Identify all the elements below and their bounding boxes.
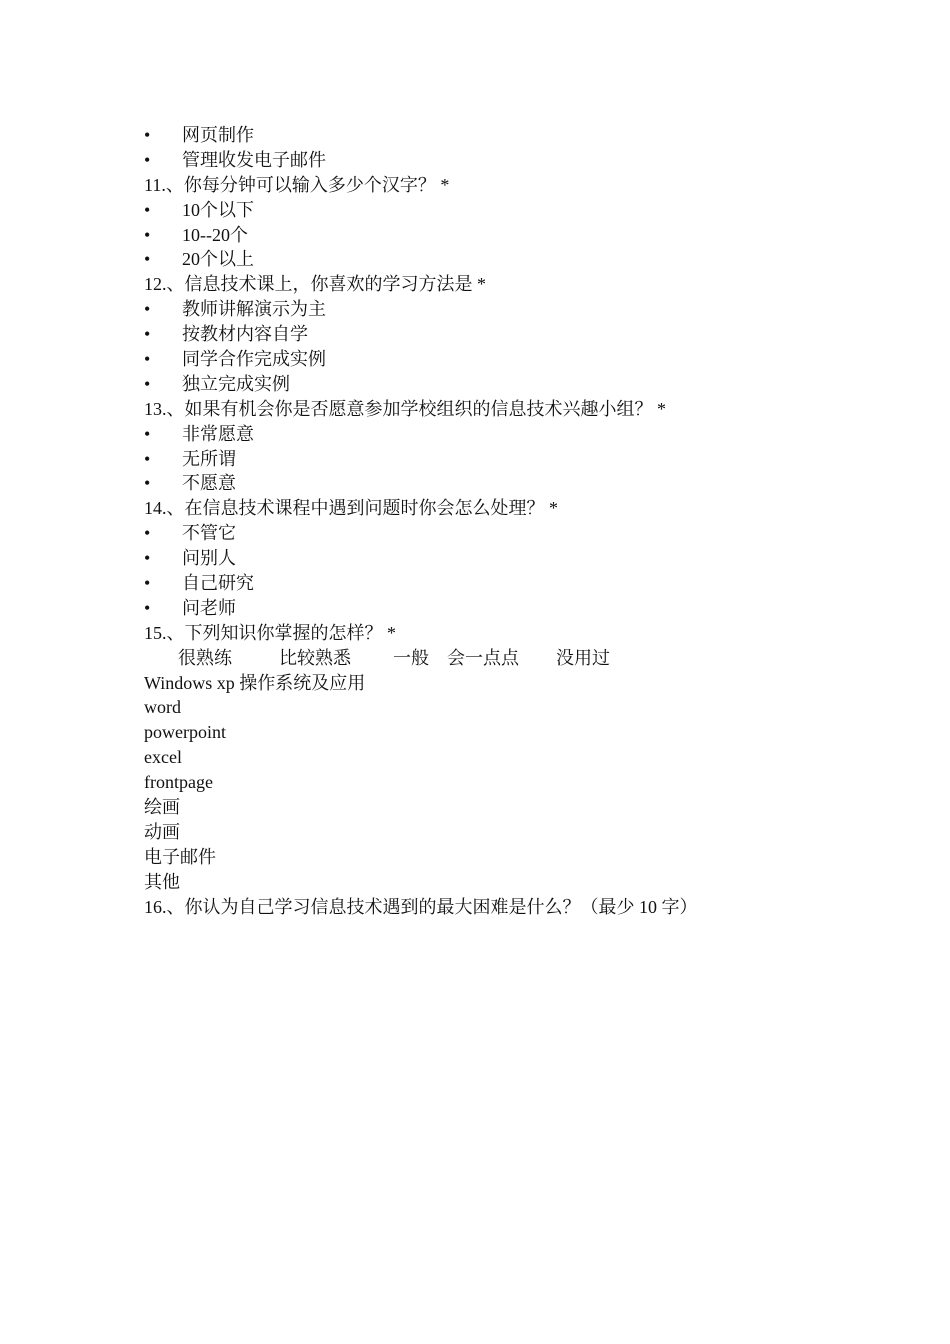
- list-item: [144, 223, 844, 248]
- scale-fairly-familiar: 比较熟悉: [279, 647, 351, 668]
- question-13: 13.、如果有机会你是否愿意参加学校组织的信息技术兴趣小组？ *: [144, 398, 666, 419]
- option-text: 教师讲解演示为主: [182, 299, 326, 320]
- option-text: 同学合作完成实例: [182, 349, 326, 370]
- list-item: [144, 521, 844, 546]
- bullet-icon: •: [144, 199, 151, 220]
- list-item: [144, 471, 844, 496]
- list-item: [144, 546, 844, 571]
- bullet-icon: •: [144, 573, 151, 594]
- scale-average: 一般: [393, 647, 429, 668]
- option-text: 管理收发电子邮件: [182, 149, 326, 170]
- option-text: 独立完成实例: [182, 373, 290, 394]
- list-item: [144, 198, 844, 223]
- list-item: [144, 571, 844, 596]
- option-text: 网页制作: [182, 125, 254, 145]
- question-12: 12.、信息技术课上，你喜欢的学习方法是 *: [144, 274, 486, 295]
- question-16: 16.、你认为自己学习信息技术遇到的最大困难是什么？（最少 10 字）: [144, 896, 698, 917]
- question-15: 15.、下列知识你掌握的怎样？ *: [144, 622, 396, 643]
- bullet-icon: •: [144, 373, 151, 394]
- knowledge-item-word: word: [144, 697, 181, 718]
- list-item: [144, 123, 844, 148]
- bullet-icon: •: [144, 548, 151, 569]
- option-text: 非常愿意: [182, 423, 254, 444]
- list-item: [144, 596, 844, 621]
- list-item: [144, 372, 844, 397]
- list-item: [144, 447, 844, 472]
- bullet-icon: •: [144, 249, 151, 270]
- knowledge-item-animation: 动画: [144, 821, 180, 842]
- option-text: 10--20个: [182, 224, 248, 245]
- list-item: [144, 148, 844, 173]
- option-text: 不管它: [182, 523, 236, 544]
- list-item: [144, 247, 844, 272]
- bullet-icon: •: [144, 224, 151, 245]
- option-text: 不愿意: [182, 473, 236, 494]
- option-text: 20个以上: [182, 249, 254, 270]
- list-item: [144, 297, 844, 322]
- knowledge-item-powerpoint: powerpoint: [144, 722, 226, 743]
- survey-content: [144, 123, 844, 920]
- option-text: 按教材内容自学: [182, 324, 308, 345]
- scale-never-used: 没用过: [556, 647, 610, 668]
- bullet-icon: •: [144, 473, 151, 494]
- list-item: [144, 422, 844, 447]
- knowledge-item-other: 其他: [144, 871, 180, 892]
- option-text: 10个以下: [182, 199, 254, 220]
- question-14: 14.、在信息技术课程中遇到问题时你会怎么处理？ *: [144, 498, 558, 519]
- knowledge-item-email: 电子邮件: [144, 846, 216, 867]
- knowledge-item-frontpage: frontpage: [144, 772, 213, 793]
- knowledge-item-windows: Windows xp 操作系统及应用: [144, 672, 366, 693]
- bullet-icon: •: [144, 324, 151, 345]
- bullet-icon: •: [144, 423, 151, 444]
- bullet-icon: •: [144, 523, 151, 544]
- knowledge-item-drawing: 绘画: [144, 797, 180, 818]
- bullet-icon: •: [144, 149, 151, 170]
- list-item: [144, 322, 844, 347]
- bullet-icon: •: [144, 597, 151, 618]
- bullet-icon: •: [144, 299, 151, 320]
- option-text: 自己研究: [182, 573, 254, 594]
- question-11: 11.、你每分钟可以输入多少个汉字？ *: [144, 174, 450, 195]
- scale-very-proficient: 很熟练: [178, 647, 232, 668]
- option-text: 问别人: [182, 548, 236, 569]
- knowledge-item-excel: excel: [144, 747, 182, 768]
- bullet-icon: •: [144, 448, 151, 469]
- rating-scale-header: [144, 646, 844, 671]
- option-text: 无所谓: [182, 448, 236, 469]
- scale-a-little: 会一点点: [447, 647, 519, 668]
- option-text: 问老师: [182, 597, 236, 618]
- bullet-icon: •: [144, 125, 151, 145]
- bullet-icon: •: [144, 349, 151, 370]
- list-item: [144, 347, 844, 372]
